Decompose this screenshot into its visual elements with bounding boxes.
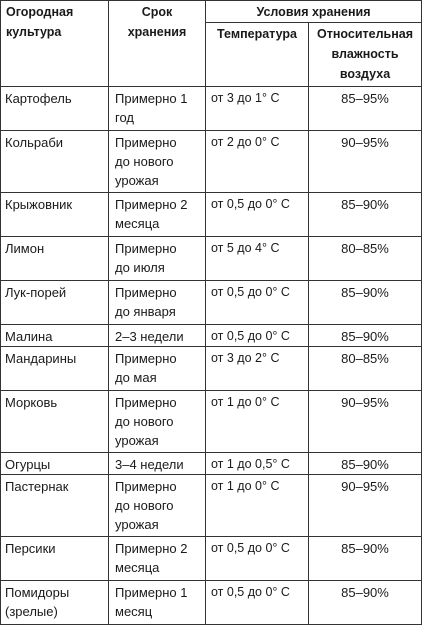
term-cell-text: 3–4 недели — [115, 457, 184, 472]
table-row — [1, 131, 422, 193]
term-cell — [109, 237, 206, 281]
table-row — [1, 475, 422, 537]
term-cell-text: Примерно до июля — [115, 241, 177, 275]
humidity-cell-text: 85–90% — [341, 585, 389, 600]
temperature-cell — [206, 87, 309, 131]
table-row — [1, 347, 422, 391]
humidity-cell — [309, 475, 422, 537]
term-cell-text: Примерно 1 месяц — [115, 585, 188, 619]
crop-cell-text: Помидоры (зрелые) — [5, 585, 70, 619]
term-cell — [109, 581, 206, 625]
temperature-cell — [206, 325, 309, 347]
temperature-cell-text: от 0,5 до 0° С — [211, 285, 290, 299]
humidity-cell-text: 85–90% — [341, 285, 389, 300]
term-cell — [109, 87, 206, 131]
temperature-cell — [206, 281, 309, 325]
humidity-cell-text: 90–95% — [341, 135, 389, 150]
humidity-cell-text: 85–95% — [341, 91, 389, 106]
temperature-cell-text: от 0,5 до 0° С — [211, 197, 290, 211]
crop-cell-text: Персики — [5, 541, 56, 556]
temperature-cell-text: от 1 до 0° С — [211, 479, 280, 493]
humidity-cell-text: 85–90% — [341, 457, 389, 472]
temperature-cell — [206, 347, 309, 391]
term-cell-text: Примерно 2 месяца — [115, 541, 188, 575]
crop-cell — [1, 237, 109, 281]
crop-cell — [1, 347, 109, 391]
humidity-cell — [309, 325, 422, 347]
term-cell — [109, 131, 206, 193]
humidity-cell — [309, 347, 422, 391]
term-cell — [109, 537, 206, 581]
temperature-cell-text: от 2 до 0° С — [211, 135, 280, 149]
term-cell — [109, 347, 206, 391]
term-cell-text: Примерно до мая — [115, 351, 177, 385]
humidity-cell — [309, 581, 422, 625]
table-row — [1, 453, 422, 475]
crop-cell-text: Малина — [5, 329, 53, 344]
humidity-cell-text: 90–95% — [341, 395, 389, 410]
humidity-cell — [309, 193, 422, 237]
crop-cell-text: Лук-порей — [5, 285, 67, 300]
crop-cell — [1, 87, 109, 131]
temperature-cell — [206, 193, 309, 237]
term-cell-text: Примерно 2 месяца — [115, 197, 188, 231]
term-cell-text: 2–3 недели — [115, 329, 184, 344]
table-row — [1, 87, 422, 131]
temperature-cell-text: от 0,5 до 0° С — [211, 541, 290, 555]
temperature-cell-text: от 1 до 0,5° С — [211, 457, 290, 471]
crop-cell — [1, 581, 109, 625]
crop-cell-text: Лимон — [5, 241, 45, 256]
header-crop: Огородная культура — [1, 1, 109, 87]
table-row — [1, 237, 422, 281]
term-cell-text: Примерно до января — [115, 285, 177, 319]
header-term: Срок хранения — [109, 1, 206, 87]
humidity-cell-text: 80–85% — [341, 351, 389, 366]
term-cell — [109, 391, 206, 453]
humidity-cell — [309, 281, 422, 325]
temperature-cell — [206, 237, 309, 281]
crop-cell — [1, 131, 109, 193]
term-cell — [109, 281, 206, 325]
header-humidity: Относительная влажность воздуха — [309, 23, 422, 87]
crop-cell — [1, 453, 109, 475]
humidity-cell — [309, 391, 422, 453]
table-row — [1, 325, 422, 347]
temperature-cell — [206, 537, 309, 581]
temperature-cell — [206, 475, 309, 537]
humidity-cell-text: 90–95% — [341, 479, 389, 494]
humidity-cell-text: 85–90% — [341, 197, 389, 212]
crop-cell-text: Крыжовник — [5, 197, 73, 212]
humidity-cell-text: 85–90% — [341, 541, 389, 556]
term-cell — [109, 475, 206, 537]
humidity-cell-text: 80–85% — [341, 241, 389, 256]
temperature-cell — [206, 453, 309, 475]
term-cell-text: Примерно до нового урожая — [115, 395, 177, 448]
header-conditions: Условия хранения — [206, 1, 422, 23]
table-row — [1, 193, 422, 237]
crop-cell — [1, 391, 109, 453]
temperature-cell-text: от 0,5 до 0° С — [211, 585, 290, 599]
crop-cell-text: Картофель — [5, 91, 72, 106]
crop-cell — [1, 325, 109, 347]
humidity-cell — [309, 237, 422, 281]
term-cell-text: Примерно до нового урожая — [115, 135, 177, 188]
humidity-cell — [309, 453, 422, 475]
humidity-cell — [309, 87, 422, 131]
crop-cell-text: Мандарины — [5, 351, 77, 366]
humidity-cell-text: 85–90% — [341, 329, 389, 344]
term-cell-text: Примерно до нового урожая — [115, 479, 177, 532]
crop-cell — [1, 281, 109, 325]
crop-cell — [1, 193, 109, 237]
crop-cell-text: Пастернак — [5, 479, 69, 494]
crop-cell-text: Морковь — [5, 395, 58, 410]
temperature-cell-text: от 3 до 1° С — [211, 91, 280, 105]
term-cell — [109, 325, 206, 347]
temperature-cell-text: от 3 до 2° С — [211, 351, 280, 365]
crop-cell — [1, 475, 109, 537]
humidity-cell — [309, 537, 422, 581]
crop-cell-text: Кольраби — [5, 135, 64, 150]
table-row — [1, 281, 422, 325]
temperature-cell — [206, 581, 309, 625]
term-cell — [109, 453, 206, 475]
term-cell-text: Примерно 1 год — [115, 91, 188, 125]
header-row-1 — [1, 1, 422, 23]
temperature-cell-text: от 0,5 до 0° С — [211, 329, 290, 343]
crop-cell-text: Огурцы — [5, 457, 51, 472]
header-temperature: Температура — [206, 23, 309, 87]
table-row — [1, 537, 422, 581]
temperature-cell — [206, 391, 309, 453]
term-cell — [109, 193, 206, 237]
table-row — [1, 581, 422, 625]
humidity-cell — [309, 131, 422, 193]
crop-cell — [1, 537, 109, 581]
temperature-cell — [206, 131, 309, 193]
temperature-cell-text: от 5 до 4° С — [211, 241, 280, 255]
temperature-cell-text: от 1 до 0° С — [211, 395, 280, 409]
table-row — [1, 391, 422, 453]
